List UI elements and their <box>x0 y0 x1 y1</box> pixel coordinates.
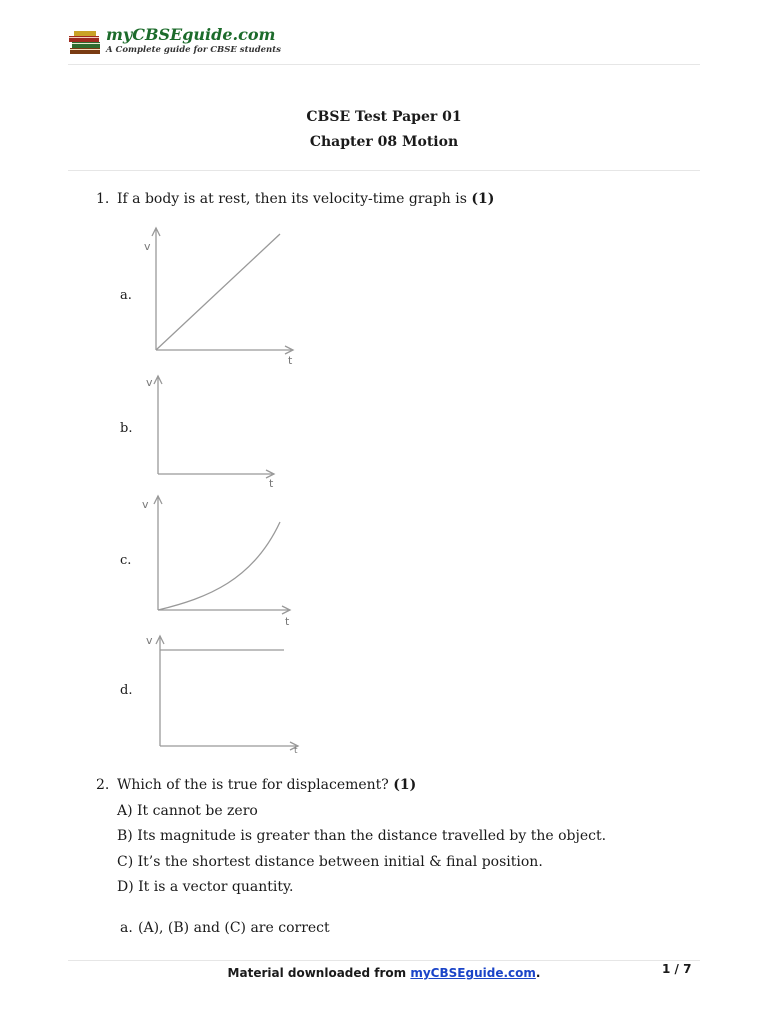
footer-suffix: . <box>535 966 541 980</box>
chapter-title: Chapter 08 Motion <box>309 134 459 150</box>
option-b-label: b. <box>120 421 133 436</box>
page-footer <box>0 966 768 980</box>
paper-title: CBSE Test Paper 01 <box>306 109 462 125</box>
question-2-marks: (1) <box>393 777 417 793</box>
option-c-graph <box>138 490 303 630</box>
option-a-label: a. <box>120 288 132 303</box>
option-c-label: c. <box>120 553 132 568</box>
footer-divider <box>68 960 700 961</box>
option-d-axis-y: v <box>146 634 153 647</box>
option-d-axis-x: t <box>294 746 298 755</box>
logo-text <box>106 26 281 56</box>
question-1-number: 1. <box>96 191 110 207</box>
logo-name: myCBSEguide.com <box>106 25 276 44</box>
statement-d: D) It is a vector quantity. <box>117 879 294 895</box>
statement-b: B) Its magnitude is greater than the distance travelled by the object. <box>117 828 607 844</box>
page-header <box>68 24 700 65</box>
option-d-graph <box>140 630 305 755</box>
logo-tagline: A Complete guide for CBSE students <box>106 45 281 55</box>
footer-prefix: Material downloaded from <box>227 966 411 980</box>
option-b-axis-y: v <box>146 376 153 389</box>
question-1-body: If a body is at rest, then its velocity-time graph is <box>117 191 467 207</box>
statement-a: A) It cannot be zero <box>117 803 258 819</box>
footer-link[interactable]: myCBSEguide.com <box>410 966 536 980</box>
question-2-text <box>117 777 416 793</box>
books-logo-icon <box>68 28 104 58</box>
option-c-axis-y: v <box>142 498 149 511</box>
option-a-axis-y: v <box>144 240 151 253</box>
statement-c: C) It’s the shortest distance between initial & final position. <box>117 854 543 870</box>
question-1-marks: (1) <box>471 191 495 207</box>
question-2-body: Which of the is true for displacement? <box>117 777 389 793</box>
option-a-graph <box>138 222 308 367</box>
question-2-option-a-label: a. <box>120 920 133 936</box>
page-number: 1 / 7 <box>662 962 692 976</box>
option-b-graph <box>140 370 290 490</box>
option-a-axis-x: t <box>288 354 293 367</box>
question-2-option-a-text: (A), (B) and (C) are correct <box>138 920 330 936</box>
option-b-axis-x: t <box>269 477 274 490</box>
question-2-number: 2. <box>96 777 110 793</box>
question-1-text <box>117 191 494 207</box>
title-divider <box>68 170 700 171</box>
option-d-label: d. <box>120 683 133 698</box>
option-c-axis-x: t <box>285 615 290 628</box>
